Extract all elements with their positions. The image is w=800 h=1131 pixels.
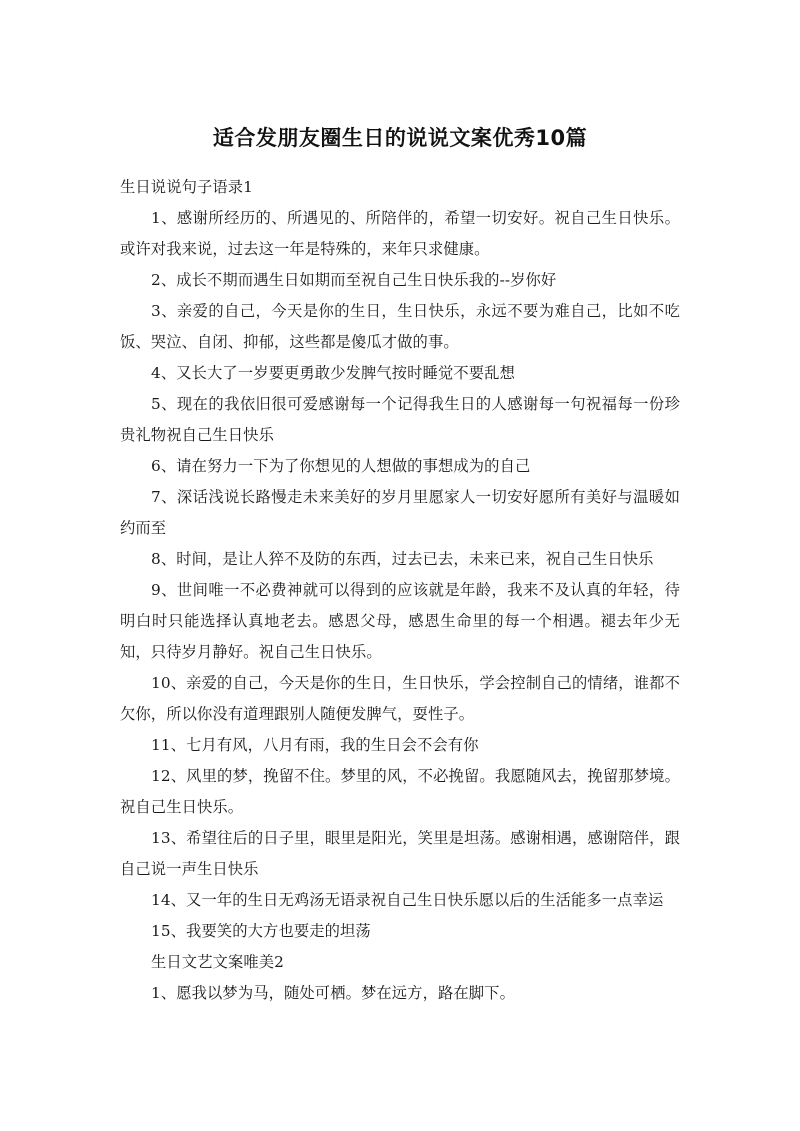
- document-title: 适合发朋友圈生日的说说文案优秀10篇: [212, 126, 588, 150]
- list-item: 4、又长大了一岁要更勇敢少发脾气按时睡觉不要乱想: [151, 364, 515, 382]
- list-item: 13、希望往后的日子里，眼里是阳光，笑里是坦荡。感谢相遇，感谢陪伴，跟自己说一声生日快乐: [120, 829, 680, 878]
- section-heading: 生日说说句子语录1: [120, 178, 254, 196]
- section-heading: 生日文艺文案唯美2: [151, 953, 285, 971]
- list-item: 8、时间，是让人猝不及防的东西，过去已去，未来已来，祝自己生日快乐: [151, 550, 654, 568]
- list-item: 6、请在努力一下为了你想见的人想做的事想成为的自己: [151, 457, 531, 475]
- list-item: 7、深话浅说长路慢走未来美好的岁月里愿家人一切安好愿所有美好与温暖如约而至: [120, 488, 680, 537]
- list-item: 3、亲爱的自己，今天是你的生日，生日快乐，永远不要为难自己，比如不吃饭、哭泣、自闭、抑郁，这些都是傻瓜才做的事。: [120, 302, 680, 351]
- section-2: [120, 947, 680, 1009]
- list-item: 10、亲爱的自己，今天是你的生日，生日快乐，学会控制自己的情绪，谁都不欠你，所以你没有道理跟别人随便发脾气，耍性子。: [120, 674, 680, 723]
- list-item: 15、我要笑的大方也要走的坦荡: [151, 922, 371, 940]
- list-item: 1、感谢所经历的、所遇见的、所陪伴的，希望一切安好。祝自己生日快乐。或许对我来说，过去这一年是特殊的，来年只求健康。: [120, 209, 680, 258]
- section-1: [120, 172, 680, 947]
- list-item: 9、世间唯一不必费神就可以得到的应该就是年龄，我来不及认真的年轻，待明白时只能选择认真地老去。感恩父母，感恩生命里的每一个相遇。褪去年少无知，只待岁月静好。祝自己生日快乐。: [120, 581, 680, 661]
- list-item: 1、愿我以梦为马，随处可栖。梦在远方，路在脚下。: [151, 984, 515, 1002]
- list-item: 2、成长不期而遇生日如期而至祝自己生日快乐我的--岁你好: [151, 271, 557, 289]
- list-item: 14、又一年的生日无鸡汤无语录祝自己生日快乐愿以后的生活能多一点幸运: [151, 891, 664, 909]
- list-item: 11、七月有风，八月有雨，我的生日会不会有你: [151, 736, 479, 754]
- list-item: 12、风里的梦，挽留不住。梦里的风，不必挽留。我愿随风去，挽留那梦境。祝自己生日快乐。: [120, 767, 680, 816]
- list-item: 5、现在的我依旧很可爱感谢每一个记得我生日的人感谢每一句祝福每一份珍贵礼物祝自己生日快乐: [120, 395, 680, 444]
